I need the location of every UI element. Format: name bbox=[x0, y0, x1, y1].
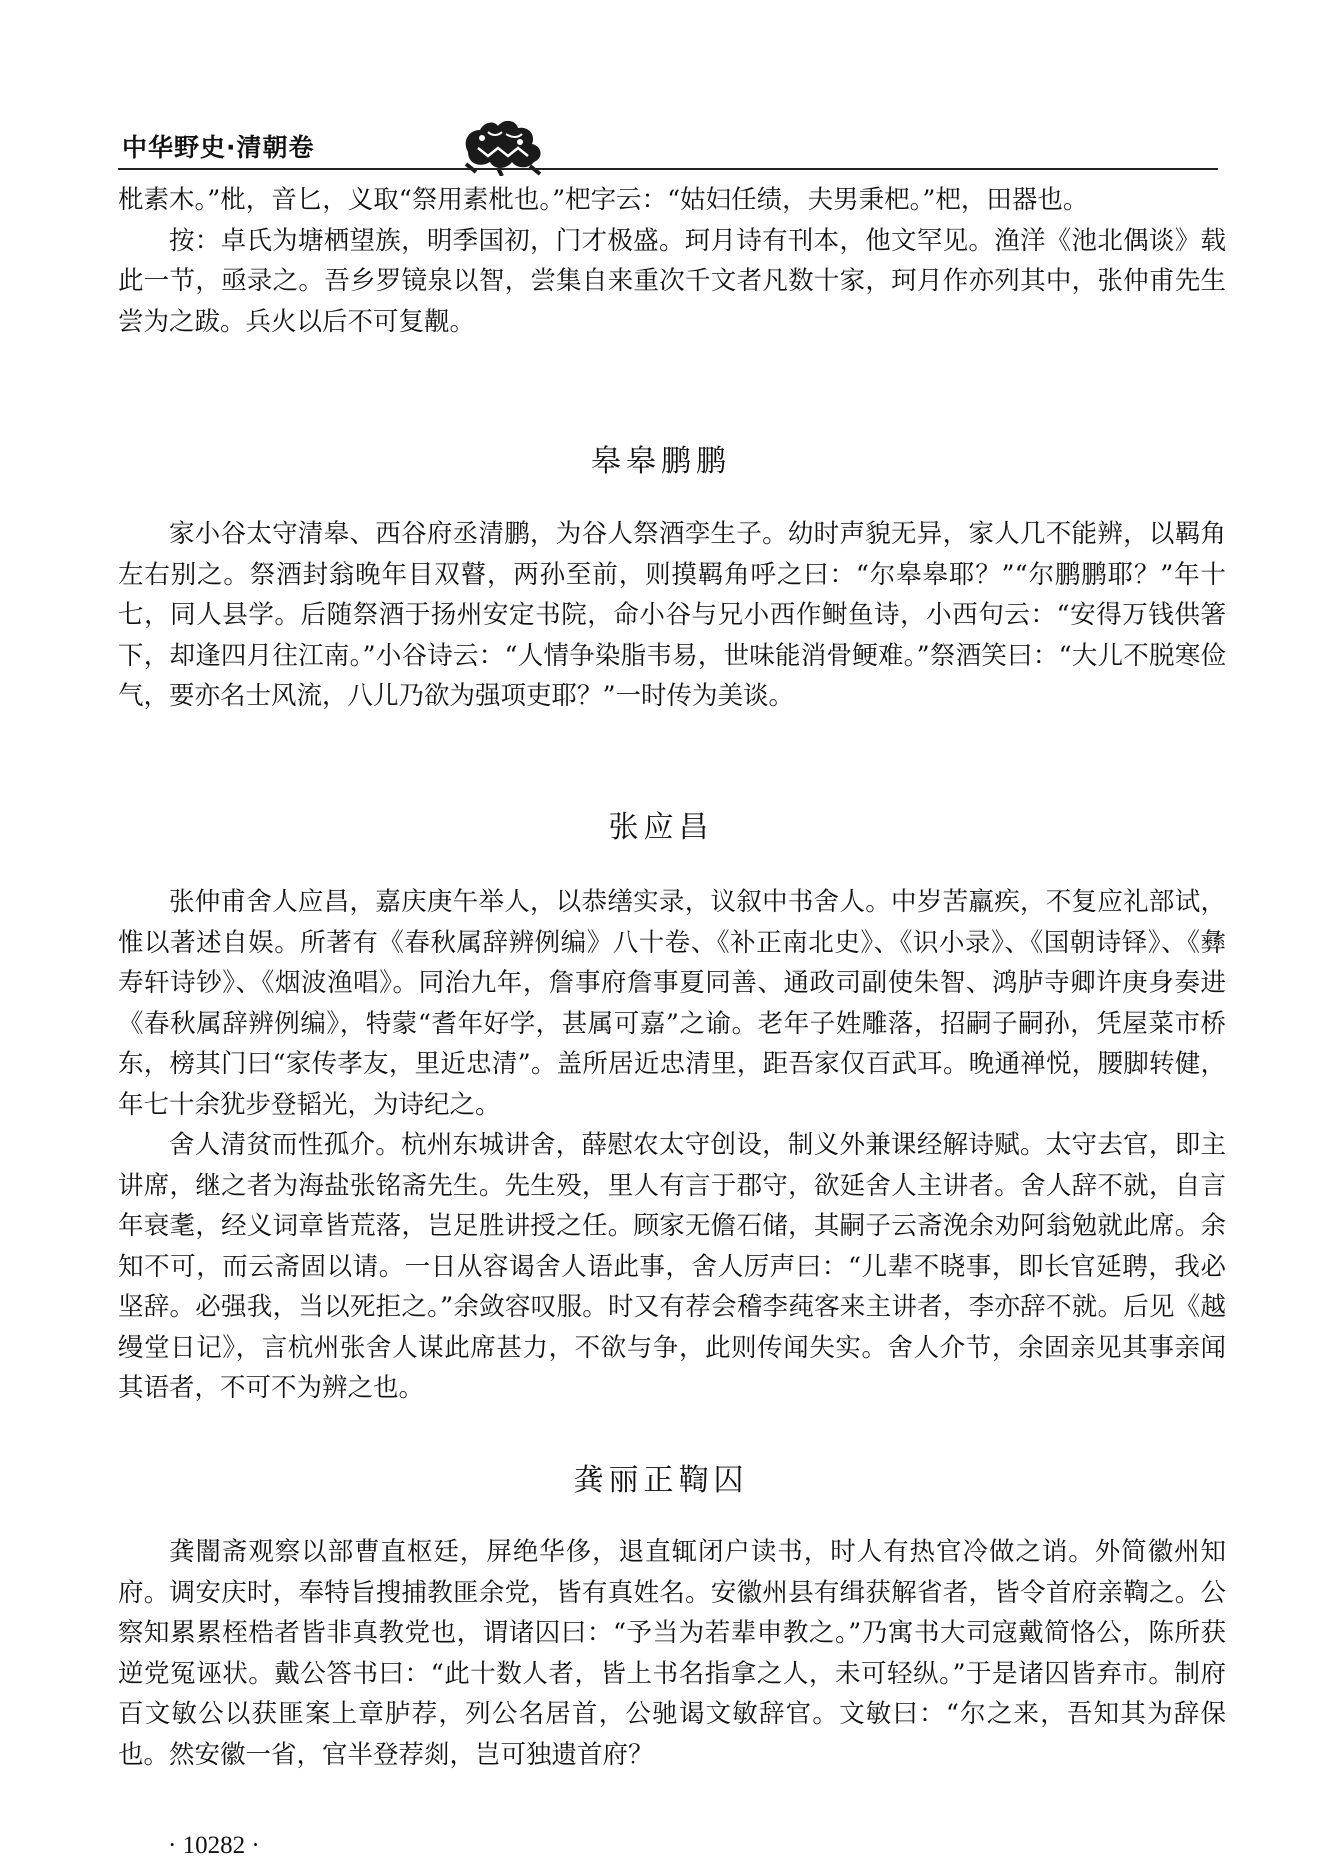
intro-text bbox=[118, 180, 1226, 342]
paragraph: 舍人清贫而性孤介。杭州东城讲舍，薛慰农太守创设，制义外兼课经解诗赋。太守去官，即主讲席，继之者为海盐张铭斋先生。先生殁，里人有言于郡守，欲延舍人主讲者。舍人辞不就，自言年衰耄，经义词章皆荒落，岂足胜讲授之任。顾家无儋石储，其嗣子云斋浼余劝阿翁勉就此席。余知不可，而云斋固以请。一日从容谒舍人语此事，舍人厉声曰：“儿辈不晓事，即长官延聘，我必坚辞。必强我，当以死拒之。”余敛容叹服。时又有荐会稽李莼客来主讲者，李亦辞不就。后见《越缦堂日记》，言杭州张舍人谋此席甚力，不欲与争，此则传闻失实。舍人介节，余固亲见其事亲闻其语者，不可不为辨之也。 bbox=[118, 1130, 1226, 1403]
section-body bbox=[118, 1532, 1226, 1775]
dragon-emblem-icon bbox=[458, 112, 550, 176]
paragraph: 按：卓氏为塘栖望族，明季国初，门才极盛。珂月诗有刊本，他文罕见。渔洋《池北偶谈》载此一节，亟录之。吾乡罗镜泉以智，尝集自来重次千文者凡数十家，珂月作亦列其中，张仲甫先生尝为之跋。兵火以后不可复觏。 bbox=[118, 225, 1226, 337]
section-title: 皋皋鹏鹏 bbox=[591, 444, 731, 479]
section-body bbox=[118, 514, 1226, 717]
section-title: 张应昌 bbox=[608, 810, 714, 845]
header-rule bbox=[118, 168, 1218, 170]
paragraph: 家小谷太守清皋、西谷府丞清鹏，为谷人祭酒孪生子。幼时声貌无异，家人几不能辨，以羁角左右别之。祭酒封翁晚年目双瞽，两孙至前，则摸羁角呼之曰：“尔皋皋耶？”“尔鹏鹏耶？”年十七，同人县学。后随祭酒于扬州安定书院，命小谷与兄小西作鲥鱼诗，小西句云：“安得万钱供箸下，却逢四月往江南。”小谷诗云：“人情争染脂韦易，世味能消骨鲠难。”祭酒笑曰：“大儿不脱寒俭气，要亦名士风流，八儿乃欲为强项吏耶？”一时传为美谈。 bbox=[118, 519, 1226, 711]
paragraph: 龚闇斋观察以部曹直枢廷，屏绝华侈，退直辄闭户读书，时人有热官冷做之诮。外简徽州知府。调安庆时，奉特旨搜捕教匪余党，皆有真姓名。安徽州县有缉获解省者，皆令首府亲鞫之。公察知累累桎梏者皆非真教党也，谓诸囚曰：“予当为若辈申教之。”乃寓书大司寇戴简恪公，陈所获逆党冤诬状。戴公答书曰：“此十数人者，皆上书名指拿之人，未可轻纵。”于是诸囚皆弃市。制府百文敏公以获匪案上章胪荐，列公名居首，公驰谒文敏辞官。文敏曰：“尔之来，吾知其为辞保也。然安徽一省，官半登荐剡，岂可独遗首府？ bbox=[118, 1537, 1226, 1770]
page-number: · 10282 · bbox=[168, 1832, 260, 1859]
section-title: 龚丽正鞫囚 bbox=[573, 1463, 749, 1498]
running-header-title: 中华野史·清朝卷 bbox=[122, 133, 315, 162]
paragraph: 张仲甫舍人应昌，嘉庆庚午举人，以恭缮实录，议叙中书舍人。中岁苦羸疾，不复应礼部试，惟以著述自娱。所著有《春秋属辞辨例编》八十卷、《补正南北史》、《识小录》、《国朝诗铎》、《彝寿轩诗钞》、《烟波渔唱》。同治九年，詹事府詹事夏同善、通政司副使朱智、鸿胪寺卿许庚身奏进《春秋属辞辨例编》，特蒙“耆年好学，甚属可嘉”之谕。老年子姓雕落，招嗣子嗣孙，凭屋菜市桥东，榜其门曰“家传孝友，里近忠清”。盖所居近忠清里，距吾家仅百武耳。晚通禅悦，腰脚转健，年七十余犹步登韬光，为诗纪之。 bbox=[118, 887, 1226, 1120]
paragraph: 枇素木。”枇，音匕，义取“祭用素枇也。”杷字云：“姑妇任绩，夫男秉杷。”杷，田器也。 bbox=[118, 185, 1089, 215]
section-body bbox=[118, 882, 1226, 1409]
